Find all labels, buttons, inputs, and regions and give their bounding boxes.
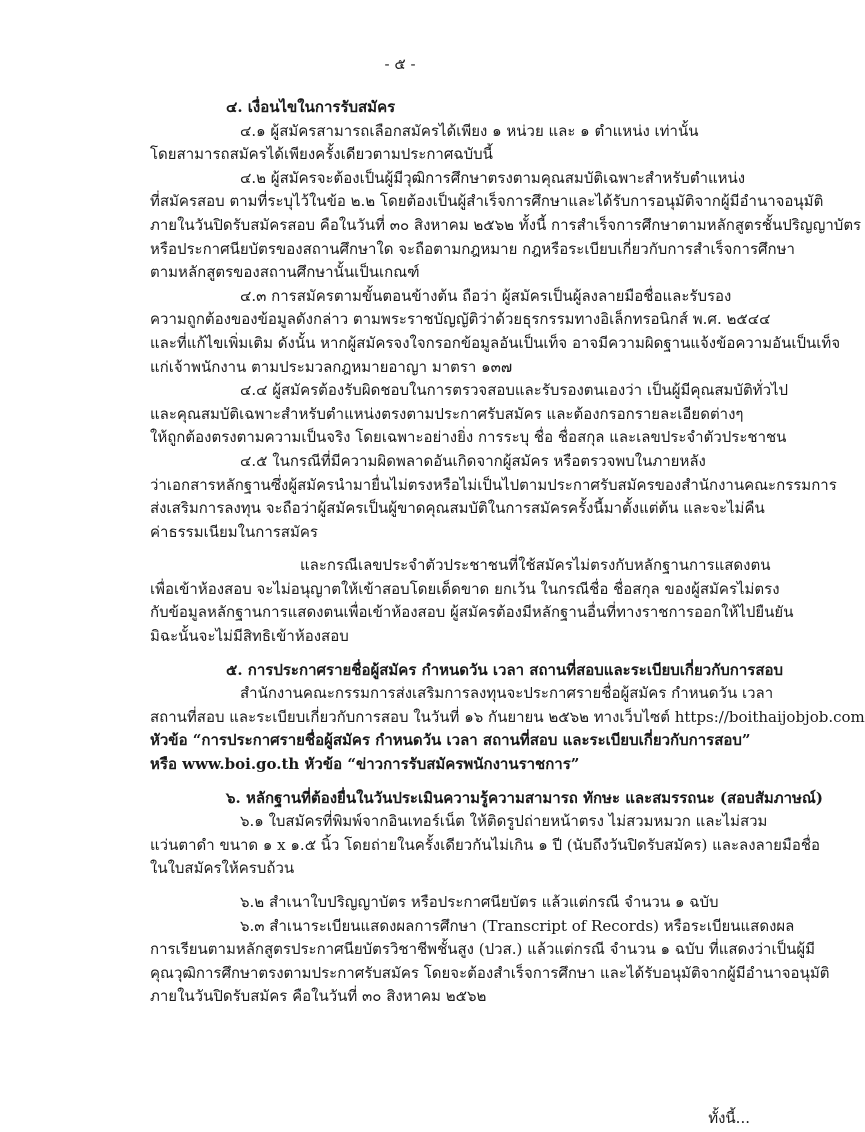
para-4-2-line: หรือประกาศนียบัตรของสถานศึกษาใด จะถือตามกฎหมาย กฎหรือระเบียบเกี่ยวกับการสำเร็จการศึกษา <box>150 239 795 258</box>
para-4-3-line: ความถูกต้องของข้อมูลดังกล่าว ตามพระราชบัญญัติว่าด้วยธุรกรรมทางอิเล็กทรอนิกส์ พ.ศ. ๒๕๔๔ <box>150 310 771 329</box>
para-6-3-line: ๖.๓ สำเนาระเบียนแสดงผลการศึกษา (Transcript of Records) หรือระเบียนแสดงผล <box>240 916 795 935</box>
para-4-2-line: ๔.๒ ผู้สมัครจะต้องเป็นผู้มีวุฒิการศึกษาตรงตามคุณสมบัติเฉพาะสำหรับตำแหน่ง <box>240 168 746 187</box>
para-6-1-line: ๖.๑ ใบสมัครที่พิมพ์จากอินเทอร์เน็ต ให้ติดรูปถ่ายหน้าตรง ไม่สวมหมวก และไม่สวม <box>240 812 768 831</box>
para-4-6-line: กับข้อมูลหลักฐานการแสดงตนเพื่อเข้าห้องสอบ ผู้สมัครต้องมีหลักฐานอื่นที่ทางราชการออกให้ไปยืนยัน <box>150 603 794 622</box>
para-4-3-line: ๔.๓ การสมัครตามขั้นตอนข้างต้น ถือว่า ผู้สมัครเป็นผู้ลงลายมือชื่อและรับรอง <box>240 286 732 305</box>
para-4-5-line: ว่าเอกสารหลักฐานซึ่งผู้สมัครนำมายื่นไม่ตรงหรือไม่เป็นไปตามประกาศรับสมัครของสำนักงานคณะกรรมการ <box>150 475 837 494</box>
para-4-1-line: โดยสามารถสมัครได้เพียงครั้งเดียวตามประกาศฉบับนี้ <box>150 145 493 164</box>
para-5-line: สถานที่สอบ และระเบียบเกี่ยวกับการสอบ ในวันที่ ๑๖ กันยายน ๒๕๖๒ ทางเว็บไซต์ https://boithaijobjob.com <box>150 707 865 726</box>
para-5-line: หัวข้อ “การประกาศรายชื่อผู้สมัคร กำหนดวัน เวลา สถานที่สอบ และระเบียบเกี่ยวกับการสอบ” <box>150 731 751 750</box>
para-6-1-line: แว่นตาดำ ขนาด ๑ x ๑.๕ นิ้ว โดยถ่ายในครั้งเดียวกันไม่เกิน ๑ ปี (นับถึงวันปิดรับสมัคร) และลงลายมือชื่อ <box>150 835 821 854</box>
document-body <box>150 96 865 1009</box>
para-4-2-line: ที่สมัครสอบ ตามที่ระบุไว้ในข้อ ๒.๒ โดยต้องเป็นผู้สำเร็จการศึกษาและได้รับการอนุมัติจากผู้มีอำนาจอนุมัติ <box>150 192 824 211</box>
para-4-3-line: แก่เจ้าพนักงาน ตามประมวลกฎหมายอาญา มาตรา ๑๓๗ <box>150 357 513 376</box>
para-4-3-line: และที่แก้ไขเพิ่มเติม ดังนั้น หากผู้สมัครจงใจกรอกข้อมูลอันเป็นเท็จ อาจมีความผิดฐานแจ้งข้อความอันเป็นเท็จ <box>150 333 841 352</box>
para-4-2-line: ตามหลักสูตรของสถานศึกษานั้นเป็นเกณฑ์ <box>150 263 420 282</box>
para-6-2-line: ๖.๒ สำเนาใบปริญญาบัตร หรือประกาศนียบัตร แล้วแต่กรณี จำนวน ๑ ฉบับ <box>240 893 719 911</box>
para-6-3-line: ภายในวันปิดรับสมัคร คือในวันที่ ๓๐ สิงหาคม ๒๕๖๒ <box>150 987 487 1006</box>
section-4-heading: ๔. เงื่อนไขในการรับสมัคร <box>226 98 396 116</box>
para-4-4-line: และคุณสมบัติเฉพาะสำหรับตำแหน่งตรงตามประกาศรับสมัคร และต้องกรอกรายละเอียดต่างๆ <box>150 404 744 423</box>
section-6-heading: ๖. หลักฐานที่ต้องยื่นในวันประเมินความรู้ความสามารถ ทักษะ และสมรรถนะ (สอบสัมภาษณ์) <box>226 788 823 807</box>
para-4-4-line: ให้ถูกต้องตรงตามความเป็นจริง โดยเฉพาะอย่างยิ่ง การระบุ ชื่อ ชื่อสกุล และเลขประจำตัวประชาชน <box>150 428 787 447</box>
para-4-4-line: ๔.๔ ผู้สมัครต้องรับผิดชอบในการตรวจสอบและรับรองตนเองว่า เป็นผู้มีคุณสมบัติทั่วไป <box>240 381 789 400</box>
para-4-2-line: ภายในวันปิดรับสมัครสอบ คือในวันที่ ๓๐ สิงหาคม ๒๕๖๒ ทั้งนี้ การสำเร็จการศึกษาตามหลักสูตรชั้นปริญญาบัตร <box>150 215 862 234</box>
para-4-6-line: เพื่อเข้าห้องสอบ จะไม่อนุญาตให้เข้าสอบโดยเด็ดขาด ยกเว้น ในกรณีชื่อ ชื่อสกุล ของผู้สมัครไม่ตรง <box>150 579 780 598</box>
para-4-6-line: และกรณีเลขประจำตัวประชาชนที่ใช้สมัครไม่ตรงกับหลักฐานการแสดงตน <box>300 556 771 575</box>
para-4-5-line: ค่าธรรมเนียมในการสมัคร <box>150 522 318 541</box>
para-4-6-line: มิฉะนั้นจะไม่มีสิทธิเข้าห้องสอบ <box>150 627 349 646</box>
para-6-3-line: คุณวุฒิการศึกษาตรงตามประกาศรับสมัคร โดยจะต้องสำเร็จการศึกษา และได้รับอนุมัติจากผู้มีอำนาจอนุมัติ <box>150 963 830 982</box>
para-5-line: หรือ www.boi.go.th หัวข้อ “ข่าวการรับสมัครพนักงานราชการ” <box>150 755 580 774</box>
para-4-5-line: ส่งเสริมการลงทุน จะถือว่าผู้สมัครเป็นผู้ขาดคุณสมบัติในการสมัครครั้งนี้มาตั้งแต่ต้น และจะไม่คืน <box>150 499 765 518</box>
continuation-text: ทั้งนี้... <box>708 1109 750 1127</box>
para-4-5-line: ๔.๕ ในกรณีที่มีความผิดพลาดอันเกิดจากผู้สมัคร หรือตรวจพบในภายหลัง <box>240 451 706 470</box>
para-6-1-line: ในใบสมัครให้ครบถ้วน <box>150 859 295 878</box>
para-6-3-line: การเรียนตามหลักสูตรประกาศนียบัตรวิชาชีพชั้นสูง (ปวส.) แล้วแต่กรณี จำนวน ๑ ฉบับ ที่แสดงว่าเป็นผู้มี <box>150 940 816 959</box>
section-5-heading: ๕. การประกาศรายชื่อผู้สมัคร กำหนดวัน เวลา สถานที่สอบและระเบียบเกี่ยวกับการสอบ <box>226 660 784 679</box>
page-number: - ๕ - <box>384 55 416 73</box>
para-5-line: สำนักงานคณะกรรมการส่งเสริมการลงทุนจะประกาศรายชื่อผู้สมัคร กำหนดวัน เวลา <box>240 684 774 703</box>
para-4-1-line: ๔.๑ ผู้สมัครสามารถเลือกสมัครได้เพียง ๑ หน่วย และ ๑ ตำแหน่ง เท่านั้น <box>240 121 699 140</box>
